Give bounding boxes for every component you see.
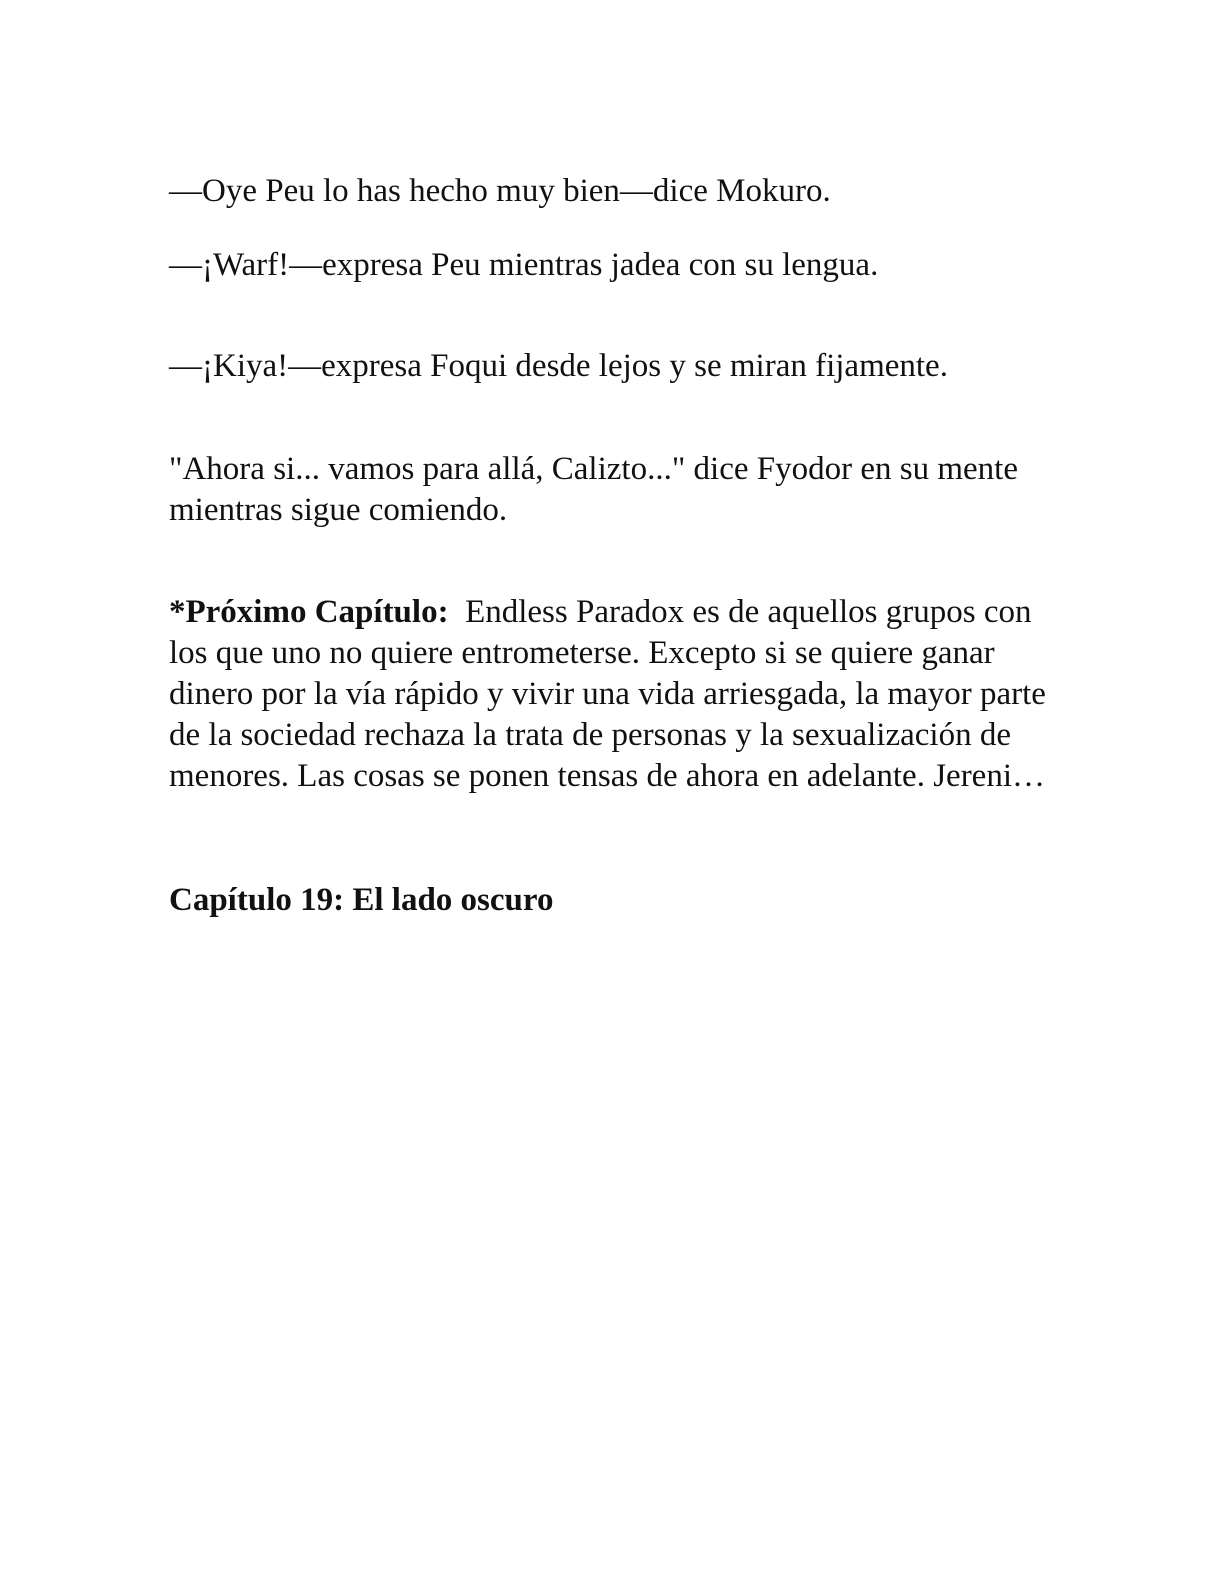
thought-paragraph: "Ahora si... vamos para allá, Calizto..." dice Fyodor en su mente mientras sigue comiendo. [169,451,1018,528]
dialogue-line-foqui: —¡Kiya!—expresa Foqui desde lejos y se miran fijamente. [169,348,948,384]
next-chapter-paragraph [169,592,1049,797]
dialogue-line-mokuro: —Oye Peu lo has hecho muy bien—dice Mokuro. [169,173,831,209]
next-chapter-label: *Próximo Capítulo: [169,594,449,630]
chapter-title: Capítulo 19: El lado oscuro [169,882,554,918]
next-chapter-text: Endless Paradox es de aquellos grupos con los que uno no quiere entrometerse. Excepto si se quiere ganar dinero por la vía rápido y vivir una vida arriesgada, la mayor parte de la sociedad rechaza la trata de personas y la sexualización de menores. Las cosas se ponen tensas de ahora en adelante. Jereni… [169,594,1046,794]
dialogue-line-peu: —¡Warf!—expresa Peu mientras jadea con su lengua. [169,247,879,283]
